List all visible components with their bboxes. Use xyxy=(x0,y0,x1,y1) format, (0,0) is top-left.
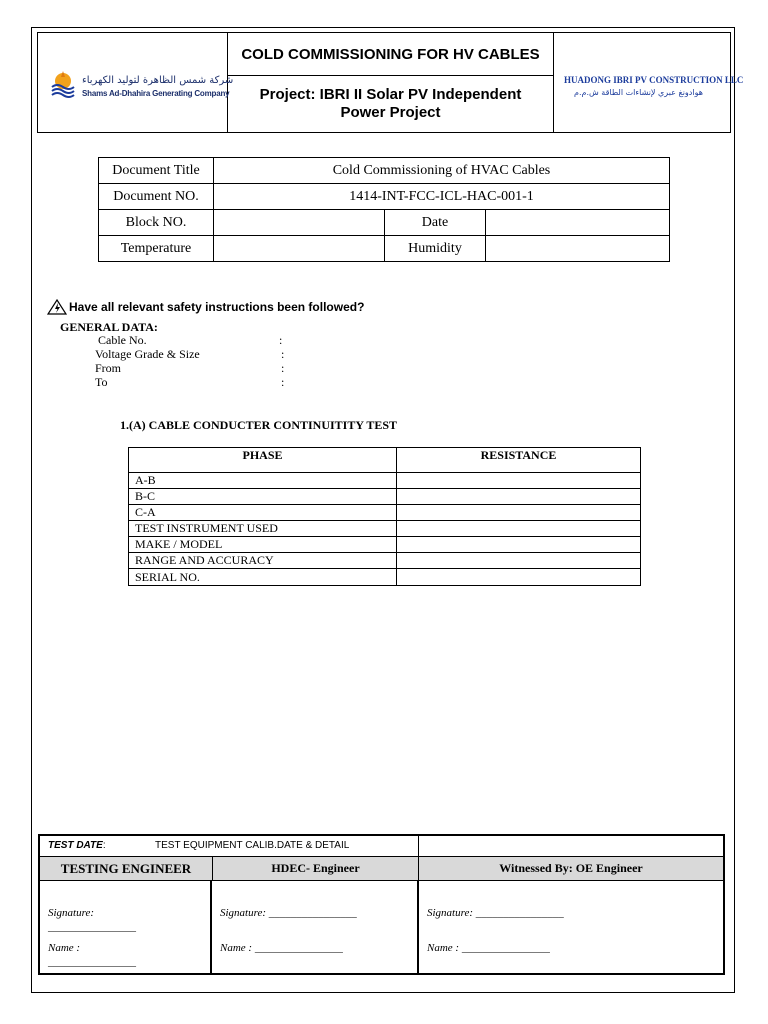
testing-engineer-signoff xyxy=(40,881,212,973)
name-field[interactable]: Name : ________________ xyxy=(220,942,343,954)
project-name xyxy=(228,76,553,132)
block-number-value[interactable] xyxy=(214,210,385,235)
temp-humidity-cell xyxy=(214,236,670,262)
cable-no-colon: : xyxy=(279,333,283,347)
table-row xyxy=(129,553,641,569)
phase-cell: A-B xyxy=(129,473,397,489)
table-row xyxy=(129,505,641,521)
huadong-english-name: HUADONG IBRI PV CONSTRUCTION LLC xyxy=(564,75,744,85)
name-label: Name : xyxy=(48,942,81,954)
roles-row xyxy=(40,857,723,881)
shams-arabic-name: شركة شمس الظاهرة لتوليد الكهرباء xyxy=(82,75,234,86)
huadong-arabic-name: هوادونغ عبري لإنشاءات الطاقة ش.م.م xyxy=(574,88,703,97)
resistance-header: RESISTANCE xyxy=(397,448,641,473)
table-row xyxy=(129,521,641,537)
resistance-cell[interactable] xyxy=(397,521,641,537)
to-colon: : xyxy=(281,375,285,389)
testing-engineer-heading: TESTING ENGINEER xyxy=(40,857,213,880)
block-date-subtable xyxy=(214,210,669,235)
phase-cell: SERIAL NO. xyxy=(129,569,397,586)
date-value[interactable] xyxy=(486,210,670,235)
project-line-1: Project: IBRI II Solar PV Independent xyxy=(259,86,522,103)
table-row xyxy=(99,236,670,262)
oe-engineer-signoff xyxy=(419,881,723,973)
document-info-table xyxy=(98,157,670,262)
electrical-warning-icon xyxy=(47,299,67,315)
document-title-value[interactable]: Cold Commissioning of HVAC Cables xyxy=(214,158,670,184)
table-row xyxy=(99,184,670,210)
oe-engineer-heading: Witnessed By: OE Engineer xyxy=(499,861,643,875)
table-row xyxy=(129,537,641,553)
form-title: COLD COMMISSIONING FOR HV CABLES xyxy=(228,33,553,76)
resistance-cell[interactable] xyxy=(397,553,641,569)
phase-cell: RANGE AND ACCURACY xyxy=(129,553,397,569)
phase-cell: MAKE / MODEL xyxy=(129,537,397,553)
title-cell xyxy=(228,33,554,132)
name-field[interactable]: Name : ________________ xyxy=(427,942,550,954)
test-equipment-label: TEST EQUIPMENT CALIB.DATE & DETAIL xyxy=(155,840,350,851)
continuity-test-table xyxy=(128,447,641,586)
huadong-logo-cell xyxy=(554,33,744,132)
hdec-engineer-signoff xyxy=(212,881,419,973)
safety-question-text: Have all relevant safety instructions been followed? xyxy=(69,300,365,314)
project-line-2: Power Project xyxy=(340,104,441,121)
temperature-value[interactable] xyxy=(214,236,385,261)
resistance-cell[interactable] xyxy=(397,489,641,505)
from-label: From xyxy=(95,361,122,375)
resistance-cell[interactable] xyxy=(397,569,641,586)
table-header-row xyxy=(129,448,641,473)
phase-header: PHASE xyxy=(129,448,397,473)
date-label: Date xyxy=(385,210,486,235)
resistance-cell[interactable] xyxy=(397,537,641,553)
signature-row xyxy=(40,881,723,973)
cable-no-label: Cable No. xyxy=(98,333,147,347)
from-colon: : xyxy=(281,361,285,375)
voltage-grade-label: Voltage Grade & Size xyxy=(95,347,200,361)
phase-cell: TEST INSTRUMENT USED xyxy=(129,521,397,537)
table-row xyxy=(129,569,641,586)
hdec-engineer-heading: HDEC- Engineer xyxy=(213,857,419,880)
to-label: To xyxy=(95,375,108,389)
humidity-value[interactable] xyxy=(486,236,670,261)
table-row xyxy=(129,489,641,505)
temp-humidity-subtable xyxy=(214,236,669,261)
sun-over-waves-icon xyxy=(48,69,78,99)
signature-field[interactable]: Signature: ________________ xyxy=(220,907,357,919)
shams-english-name: Shams Ad-Dhahira Generating Company xyxy=(82,89,230,98)
signature-label: Signature: xyxy=(48,907,95,919)
voltage-grade-colon: : xyxy=(281,347,285,361)
document-header xyxy=(37,32,744,133)
test-date-row xyxy=(40,836,723,857)
test-date-label: TEST DATE: xyxy=(48,840,106,851)
continuity-test-title: 1.(A) CABLE CONDUCTER CONTINUITITY TEST xyxy=(120,418,398,432)
humidity-label: Humidity xyxy=(385,236,486,261)
block-date-cell xyxy=(214,210,670,236)
signature-field[interactable]: ________________ xyxy=(48,921,136,933)
table-row xyxy=(129,473,641,489)
phase-cell: B-C xyxy=(129,489,397,505)
document-number-label: Document NO. xyxy=(99,184,214,210)
document-title-label: Document Title xyxy=(99,158,214,184)
temperature-label: Temperature xyxy=(99,236,214,262)
signature-field[interactable]: Signature: ________________ xyxy=(427,907,564,919)
signoff-block xyxy=(38,834,725,975)
safety-question xyxy=(47,299,364,315)
name-field[interactable]: ________________ xyxy=(48,956,136,968)
divider xyxy=(418,836,419,856)
shams-logo-cell xyxy=(38,33,234,132)
resistance-cell[interactable] xyxy=(397,473,641,489)
table-row xyxy=(99,210,670,236)
table-row xyxy=(99,158,670,184)
general-data-title: GENERAL DATA: xyxy=(60,320,158,334)
document-number-value[interactable]: 1414-INT-FCC-ICL-HAC-001-1 xyxy=(214,184,670,210)
block-number-label: Block NO. xyxy=(99,210,214,236)
phase-cell: C-A xyxy=(129,505,397,521)
resistance-cell[interactable] xyxy=(397,505,641,521)
